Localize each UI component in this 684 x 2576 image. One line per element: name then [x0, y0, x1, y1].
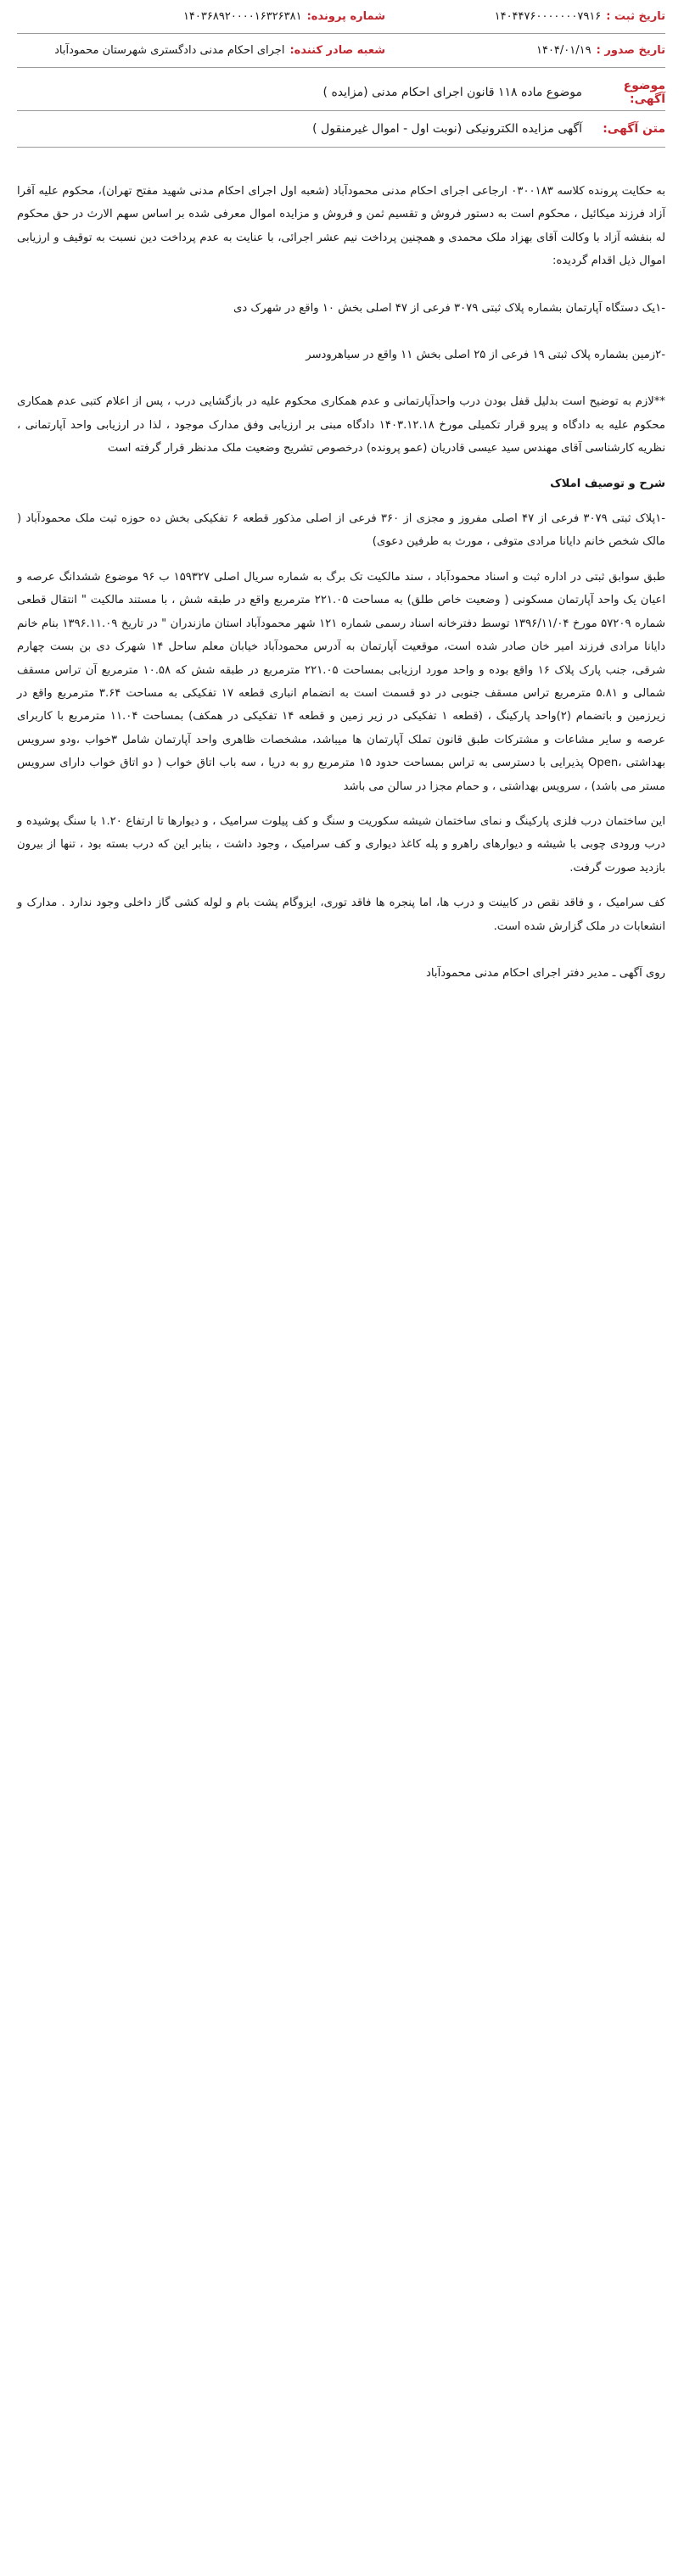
- header-spacer: [17, 68, 665, 75]
- register-date-value: ۱۴۰۴۴۷۶۰۰۰۰۰۰۰۷۹۱۶: [494, 10, 602, 23]
- issuing-branch-label: شعبه صادر کننده:: [289, 44, 385, 57]
- notice-body: [17, 148, 665, 985]
- property-1-title: -۱پلاک ثبتی ۳۰۷۹ فرعی از ۴۷ اصلی مفروز و مجزی از ۳۶۰ فرعی از اصلی مذکور قطعه ۶ تفکیکی بخش ده حوزه ثبت ملک محمودآباد ( مالک شخص خانم دایانا مرادی متوفی ، مورث به طرفین دعوی): [17, 512, 665, 549]
- inspection-note: **لازم به توضیح است بدلیل قفل بودن درب واحدآپارتمانی و عدم همکاری محکوم علیه در بازگشایی درب ، پس از اعلام کتبی عدم همکاری محکوم علیه به دادگاه و پیرو قرار تکمیلی مورخ ۱۴۰۳.۱۲.۱۸ دادگاه مبنی بر ارزیابی وفق مدارک موجود ، لذا در ارزیابی واحد آپارتمانی ، نظریه کارشناسی آقای مهندس سید عیسی قادریان (عمو پرونده) درخصوص تشریح وضعیت ملک مدنظر قرار گرفته است: [17, 395, 665, 455]
- header-date-cell: [385, 10, 665, 23]
- subject-value: موضوع ماده ۱۱۸ قانون اجرای احکام مدنی (مزایده ): [322, 86, 582, 99]
- case-number-label: شماره پرونده:: [306, 10, 385, 23]
- description-heading: شرح و توصیف املاک: [550, 477, 665, 490]
- header-row-1: [17, 0, 665, 34]
- issue-date-label: تاریخ صدور :: [596, 44, 665, 57]
- issuing-branch-cell: [17, 44, 385, 57]
- subject-row: [17, 75, 665, 111]
- notice-text-label: متن آگهی:: [603, 122, 665, 136]
- issue-date-value: ۱۴۰۴/۰۱/۱۹: [535, 44, 591, 57]
- property-item-1: -۱یک دستگاه آپارتمان بشماره پلاک ثبتی ۳۰۷۹ فرعی از ۴۷ اصلی بخش ۱۰ واقع در شهرک دی: [233, 301, 665, 315]
- intro-paragraph: به حکایت پرونده کلاسه ۰۳۰۰۱۸۳ ارجاعی اجرای احکام مدنی محمودآباد (شعبه اول اجرای احکام مدنی شهید مفتح تهران)، محکوم علیه آقرا آزاد فرزند میکائیل ، محکوم است به دستور فروش و تقسیم ثمن و فروش و مزایده اموال معرفی شده بر اساس سهم الارث در حق محکوم له بنفشه آزاد با وکالت آقای بهزاد ملک محمدی و همچنین پرداخت نیم عشر اجرائی، با عنایت به عدم پرداخت دین نسبت به توقیف و ارزیابی اموال ذیل اقدام گردیده:: [17, 185, 665, 268]
- issue-date-cell: [385, 44, 665, 57]
- subject-label: موضوع آگهی:: [623, 79, 665, 106]
- case-number-value: ۱۴۰۳۶۸۹۲۰۰۰۰۱۶۳۲۶۳۸۱: [182, 10, 302, 23]
- notice-text-value: آگهی مزایده الکترونیکی (نوبت اول - اموال غیرمنقول ): [312, 122, 582, 136]
- property-1-description: طبق سوابق ثبتی در اداره ثبت و اسناد محمودآباد ، سند مالکیت تک برگ به شماره سریال اصلی ۱۵۹۳۲۷ ب ۹۶ موضوع ششدانگ عرصه و اعیان یک واحد آپارتمان مسکونی ( وضعیت خاص طلق) به مساحت ۲۲۱.۰۵ مترمربع واقع در طبقه شش ، با مستند مالکیت " انتقال قطعی شماره ۵۷۲۰۹ مورخ ۱۳۹۶/۱۱/۰۴ توسط دفترخانه اسناد رسمی شماره ۱۲۱ شهر محمودآباد استان مازندران " در تاریخ ۱۳۹۶.۱۱.۰۹ بنام خانم دایانا مرادی فرزند امیر خان صادر شده است، موقعیت آپارتمان به آدرس محمودآباد خیابان معلم ساحل ۱۴ شهرک دی بن بست چهارم شرقی، جنب پارک پلاک ۱۶ واقع بوده و واحد مورد ارزیابی بمساحت ۲۲۱.۰۵ مترمربع در طبقه شش که ۱۰.۵۸ مترمربع آن تراس مسقف شمالی و ۵.۸۱ مترمربع تراس مسقف جنوبی در دو قسمت است به انضمام انباری قطعه ۱۷ تفکیکی به مساحت ۳.۶۴ مترمربع واقع در زیرزمین و باتضمام (۲)واحد پارکینگ ، (قطعه ۱ تفکیکی در زیر زمین و قطعه ۱۴ تفکیکی در همکف) بمساحت ۱۱.۰۴ مترمربع با کاربرای عرصه و سایر مشاعات و مشترکات طبق قانون تملک آپارتمان ها میباشد، مشخصات ظاهری واحد آپارتمان شامل ۳خواب ،ودو سرویس بهداشتی ،Open پذیرایی با دسترسی به تراس بمساحت حدود ۱۵ مترمربع رو به دریا ، سه باب اتاق خواب ( دو اتاق خواب دارای سرویس مستر می باشد) ، سرویس بهداشتی ، و حمام مجزا در سالن می باشد: [17, 570, 666, 793]
- notice-text-row: [17, 111, 665, 148]
- building-description: این ساختمان درب فلزی پارکینگ و نمای ساختمان شیشه سکوریت و سنگ و کف پیلوت سرامیک ، و دیوارها تا ارتفاع ۱.۲۰ با سنگ پوشیده و درب ورودی چوبی با شیشه و دیوارهای راهرو و پله کاغذ دیواری و کف سرامیک ، وجود داشت ، بنابر این که درب بسته بود ، تنها از بیرون بازدید صورت گرفت.: [17, 814, 665, 874]
- header-case-cell: [17, 10, 385, 23]
- register-date-label: تاریخ ثبت :: [606, 10, 665, 23]
- unit-condition: کف سرامیک ، و فاقد نقص در کابینت و درب ها، اما پنجره ها فاقد توری، ایزوگام پشت بام و لوله کشی گاز داخلی وجود ندارد . مدارک و انشعابات در ملک گزارش شده است.: [17, 897, 665, 933]
- property-item-2: -۲زمین بشماره پلاک ثبتی ۱۹ فرعی از ۲۵ اصلی بخش ۱۱ واقع در سیاهرودسر: [306, 349, 665, 362]
- signature-line: روی آگهی ـ مدیر دفتر اجرای احکام مدنی محمودآباد: [426, 966, 665, 980]
- header-row-2: [17, 34, 665, 68]
- issuing-branch-value: اجرای احکام مدنی دادگستری شهرستان محمودآباد: [54, 44, 285, 57]
